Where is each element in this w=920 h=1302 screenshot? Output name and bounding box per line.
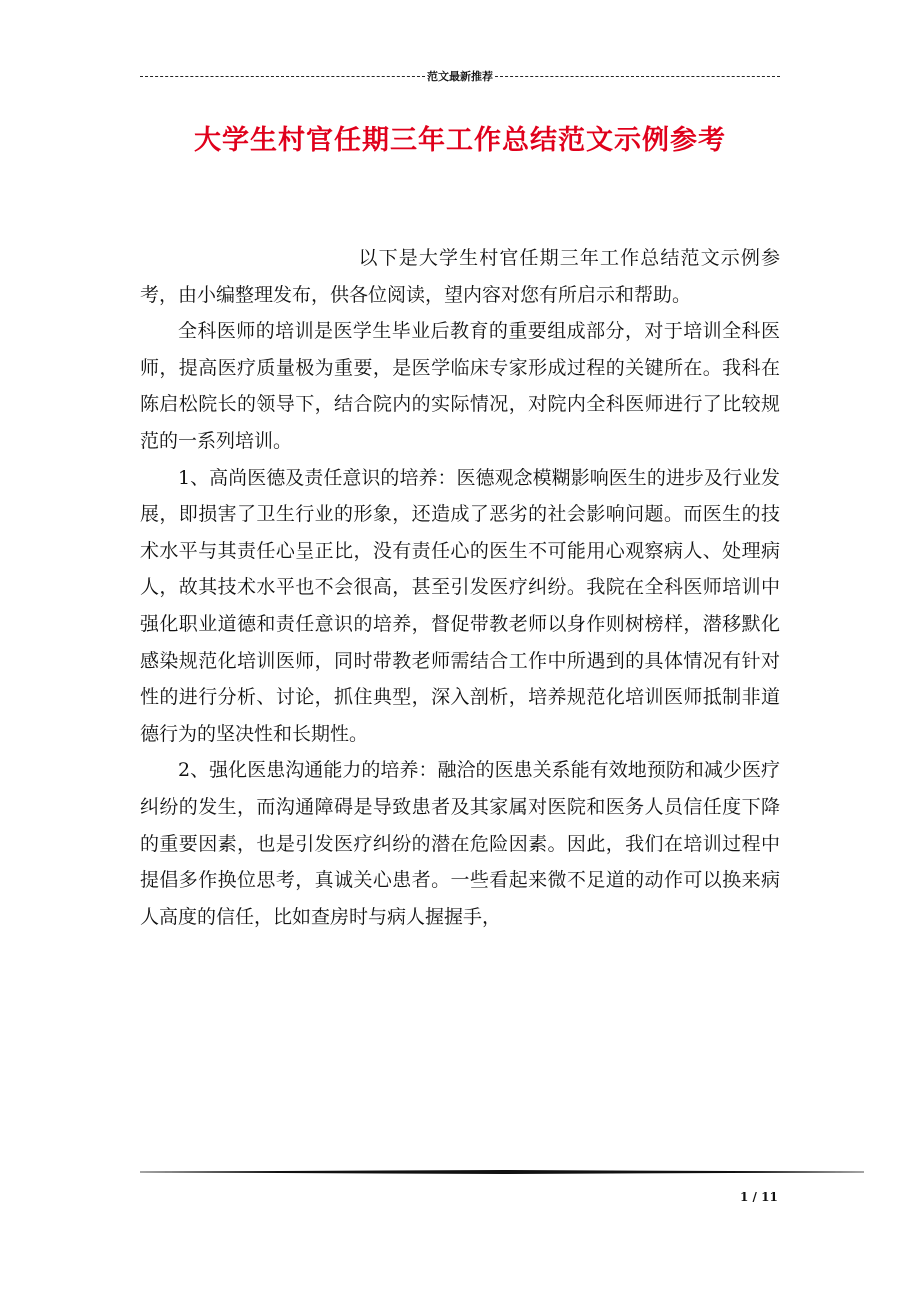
header-dash-left: [140, 76, 425, 77]
paragraph: 全科医师的培训是医学生毕业后教育的重要组成部分，对于培训全科医师，提高医疗质量极为重要，是医学临床专家形成过程的关键所在。我科在陈启松院长的领导下，结合院内的实际情况，对院内全科医师进行了比较规范的一系列培训。: [140, 320, 780, 452]
footer-rule: [140, 1170, 864, 1174]
header-dash-right: [495, 76, 780, 77]
header-label: 范文最新推荐: [427, 70, 493, 83]
paragraph: 1、高尚医德及责任意识的培养：医德观念模糊影响医生的进步及行业发展，即损害了卫生行业的形象，还造成了恶劣的社会影响问题。而医生的技术水平与其责任心呈正比，没有责任心的医生不可能用心观察病人、处理病人，故其技术水平也不会很高，甚至引发医疗纠纷。我院在全科医师培训中强化职业道德和责任意识的培养，督促带教老师以身作则树榜样，潜移默化感染规范化培训医师，同时带教老师需结合工作中所遇到的具体情况有针对性的进行分析、讨论，抓住典型，深入剖析，培养规范化培训医师抵制非道德行为的坚决性和长期性。: [140, 466, 780, 745]
page-number: 1 / 11: [740, 1190, 778, 1204]
page-header: [140, 66, 780, 86]
document-body: [140, 240, 780, 935]
paragraph-intro: 以下是大学生村官任期三年工作总结范文示例参考，由小编整理发布，供各位阅读，望内容对您有所启示和帮助。: [140, 247, 780, 306]
paragraph: 2、强化医患沟通能力的培养：融洽的医患关系能有效地预防和减少医疗纠纷的发生，而沟通障碍是导致患者及其家属对医院和医务人员信任度下降的重要因素，也是引发医疗纠纷的潜在危险因素。因此，我们在培训过程中提倡多作换位思考，真诚关心患者。一些看起来微不足道的动作可以换来病人高度的信任，比如查房时与病人握握手，: [140, 759, 780, 928]
document-title: 大学生村官任期三年工作总结范文示例参考: [194, 125, 726, 156]
